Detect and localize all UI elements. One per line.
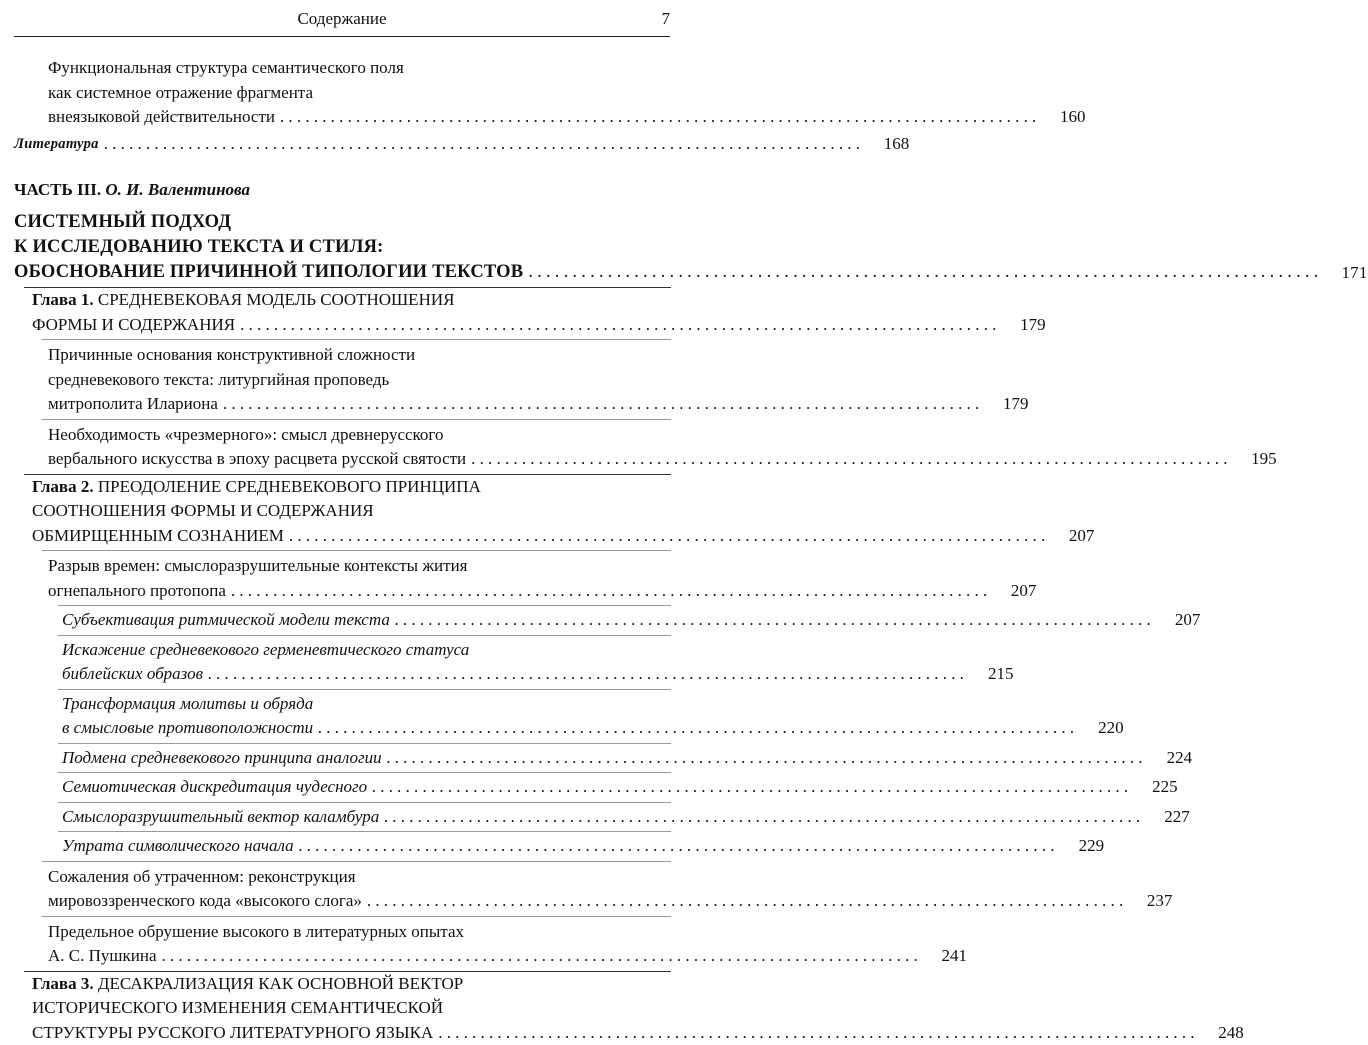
literature-label: Литература <box>14 132 99 157</box>
toc-entry-line: Причинные основания конструктивной сложности <box>48 343 671 368</box>
leader-dots: .......................................................................................... <box>223 392 984 417</box>
divider <box>58 772 671 773</box>
divider <box>58 635 671 636</box>
toc-page-number: 215 <box>973 662 1013 687</box>
toc-page-number: 220 <box>1084 716 1124 741</box>
toc-page-number: 160 <box>1045 105 1085 130</box>
divider <box>42 419 671 420</box>
toc-page-number: 171 <box>1328 260 1368 285</box>
toc-entry-line: Сожаления об утраченном: реконструкция <box>48 865 671 890</box>
toc-entry-line: Подмена средневекового принципа аналогии <box>62 746 382 771</box>
toc-entry-subsection[interactable] <box>14 692 671 741</box>
leader-dots: .......................................................................................... <box>161 944 922 969</box>
toc-page-number: 225 <box>1138 775 1178 800</box>
part-title-line: ОБОСНОВАНИЕ ПРИЧИННОЙ ТИПОЛОГИИ ТЕКСТОВ <box>14 260 523 285</box>
toc-entry-line: Субъективация ритмической модели текста <box>62 608 390 633</box>
toc-entry-subsection[interactable] <box>14 746 671 771</box>
divider <box>42 916 671 917</box>
chapter-title-line: ПРЕОДОЛЕНИЕ СРЕДНЕВЕКОВОГО ПРИНЦИПА <box>98 477 481 496</box>
toc-content <box>14 56 671 1045</box>
part-heading <box>14 178 671 202</box>
part-title-line: СИСТЕМНЫЙ ПОДХОД <box>14 210 671 235</box>
toc-entry-chapter-1[interactable] <box>14 288 671 337</box>
leader-dots: .......................................................................................... <box>528 260 1322 285</box>
part-title-line: К ИССЛЕДОВАНИЮ ТЕКСТА И СТИЛЯ: <box>14 235 671 260</box>
toc-entry-chapter-2[interactable] <box>14 475 671 549</box>
toc-entry-line: как системное отражение фрагмента <box>48 81 671 106</box>
toc-entry-subsection[interactable] <box>14 608 671 633</box>
toc-entry-subsection[interactable] <box>14 775 671 800</box>
chapter-title-line: ФОРМЫ И СОДЕРЖАНИЯ <box>32 313 235 338</box>
toc-page-number: 207 <box>1054 524 1094 549</box>
leader-dots: .......................................................................................... <box>240 313 1001 338</box>
chapter-number: Глава 3. <box>32 974 94 993</box>
leader-dots: .......................................................................................... <box>208 662 969 687</box>
toc-entry-line: в смысловые противоположности <box>62 716 313 741</box>
toc-entry-subsection[interactable] <box>14 805 671 830</box>
leader-dots: .......................................................................................... <box>299 834 1060 859</box>
chapter-title-line: СРЕДНЕВЕКОВАЯ МОДЕЛЬ СООТНОШЕНИЯ <box>98 290 455 309</box>
divider <box>42 861 671 862</box>
toc-entry-line: вербального искусства в эпоху расцвета русской святости <box>48 447 466 472</box>
toc-entry-line: митрополита Илариона <box>48 392 218 417</box>
running-header <box>14 6 670 37</box>
toc-entry-line: внеязыковой действительности <box>48 105 275 130</box>
toc-entry-line: Искажение средневекового герменевтического статуса <box>62 638 671 663</box>
toc-entry-line: огнепального протопопа <box>48 579 226 604</box>
toc-entry-line: Смыслоразрушительный вектор каламбура <box>62 805 379 830</box>
toc-page-number: 248 <box>1204 1021 1244 1045</box>
chapter-title-line: СТРУКТУРЫ РУССКОГО ЛИТЕРАТУРНОГО ЯЗЫКА <box>32 1021 433 1045</box>
toc-page-number: 237 <box>1132 889 1172 914</box>
leader-dots: .......................................................................................... <box>471 447 1232 472</box>
part-label: ЧАСТЬ III. <box>14 180 101 199</box>
divider <box>58 802 671 803</box>
chapter-title-line: ДЕСАКРАЛИЗАЦИЯ КАК ОСНОВНОЙ ВЕКТОР <box>98 974 463 993</box>
toc-page-number: 179 <box>988 392 1028 417</box>
leader-dots: .......................................................................................... <box>231 579 992 604</box>
toc-page-number: 224 <box>1152 746 1192 771</box>
chapter-title-line: СООТНОШЕНИЯ ФОРМЫ И СОДЕРЖАНИЯ <box>32 499 671 524</box>
divider <box>42 339 671 340</box>
toc-entry-section[interactable] <box>14 554 671 603</box>
divider <box>42 550 671 551</box>
toc-page-number: 195 <box>1237 447 1277 472</box>
toc-page-number: 179 <box>1006 313 1046 338</box>
part-author: О. И. Валентинова <box>105 180 250 199</box>
chapter-title-line: ОБМИРЩЕННЫМ СОЗНАНИЕМ <box>32 524 284 549</box>
leader-dots: .......................................................................................... <box>367 889 1128 914</box>
toc-entry-literature[interactable] <box>14 132 671 157</box>
leader-dots: .......................................................................................... <box>395 608 1156 633</box>
leader-dots: .......................................................................................... <box>387 746 1148 771</box>
toc-entry-line: Утрата символического начала <box>62 834 294 859</box>
toc-entry-line: Семиотическая дискредитация чудесного <box>62 775 367 800</box>
toc-entry-subsection[interactable] <box>14 638 671 687</box>
leader-dots: .......................................................................................... <box>318 716 1079 741</box>
toc-page-number: 227 <box>1150 805 1190 830</box>
header-title: Содержание <box>14 9 670 29</box>
toc-entry-part-title[interactable] <box>14 210 671 285</box>
leader-dots: .......................................................................................... <box>372 775 1133 800</box>
header-page-number: 7 <box>662 9 671 29</box>
toc-entry-line: мировоззренческого кода «высокого слога» <box>48 889 362 914</box>
toc-page-number: 207 <box>996 579 1036 604</box>
toc-page-number: 229 <box>1064 834 1104 859</box>
toc-page-number: 241 <box>927 944 967 969</box>
toc-entry-section[interactable] <box>14 343 671 417</box>
toc-entry-section[interactable] <box>14 865 671 914</box>
toc-entry-line: А. С. Пушкина <box>48 944 156 969</box>
divider <box>58 831 671 832</box>
toc-entry-functional-structure[interactable] <box>14 56 671 130</box>
leader-dots: .......................................................................................... <box>384 805 1145 830</box>
toc-page-number: 168 <box>869 132 909 157</box>
toc-entry-line: Необходимость «чрезмерного»: смысл древнерусского <box>48 423 671 448</box>
toc-entry-section[interactable] <box>14 423 671 472</box>
leader-dots: .......................................................................................... <box>289 524 1050 549</box>
toc-entry-line: Трансформация молитвы и обряда <box>62 692 671 717</box>
toc-entry-section[interactable] <box>14 920 671 969</box>
chapter-number: Глава 1. <box>32 290 94 309</box>
toc-entry-line: Предельное обрушение высокого в литературных опытах <box>48 920 671 945</box>
divider <box>58 743 671 744</box>
toc-entry-line: Функциональная структура семантического поля <box>48 56 671 81</box>
leader-dots: .......................................................................................... <box>280 105 1041 130</box>
toc-entry-line: Разрыв времен: смыслоразрушительные контексты жития <box>48 554 671 579</box>
chapter-title-line: ИСТОРИЧЕСКОГО ИЗМЕНЕНИЯ СЕМАНТИЧЕСКОЙ <box>32 996 671 1021</box>
divider <box>58 689 671 690</box>
toc-entry-subsection[interactable] <box>14 834 671 859</box>
toc-entry-line: библейских образов <box>62 662 203 687</box>
toc-entry-chapter-3[interactable] <box>14 972 671 1045</box>
leader-dots: .......................................................................................... <box>438 1021 1199 1045</box>
toc-page-number: 207 <box>1160 608 1200 633</box>
chapter-number: Глава 2. <box>32 477 94 496</box>
toc-entry-line: средневекового текста: литургийная проповедь <box>48 368 671 393</box>
leader-dots: .......................................................................................... <box>104 132 865 157</box>
divider <box>58 605 671 606</box>
